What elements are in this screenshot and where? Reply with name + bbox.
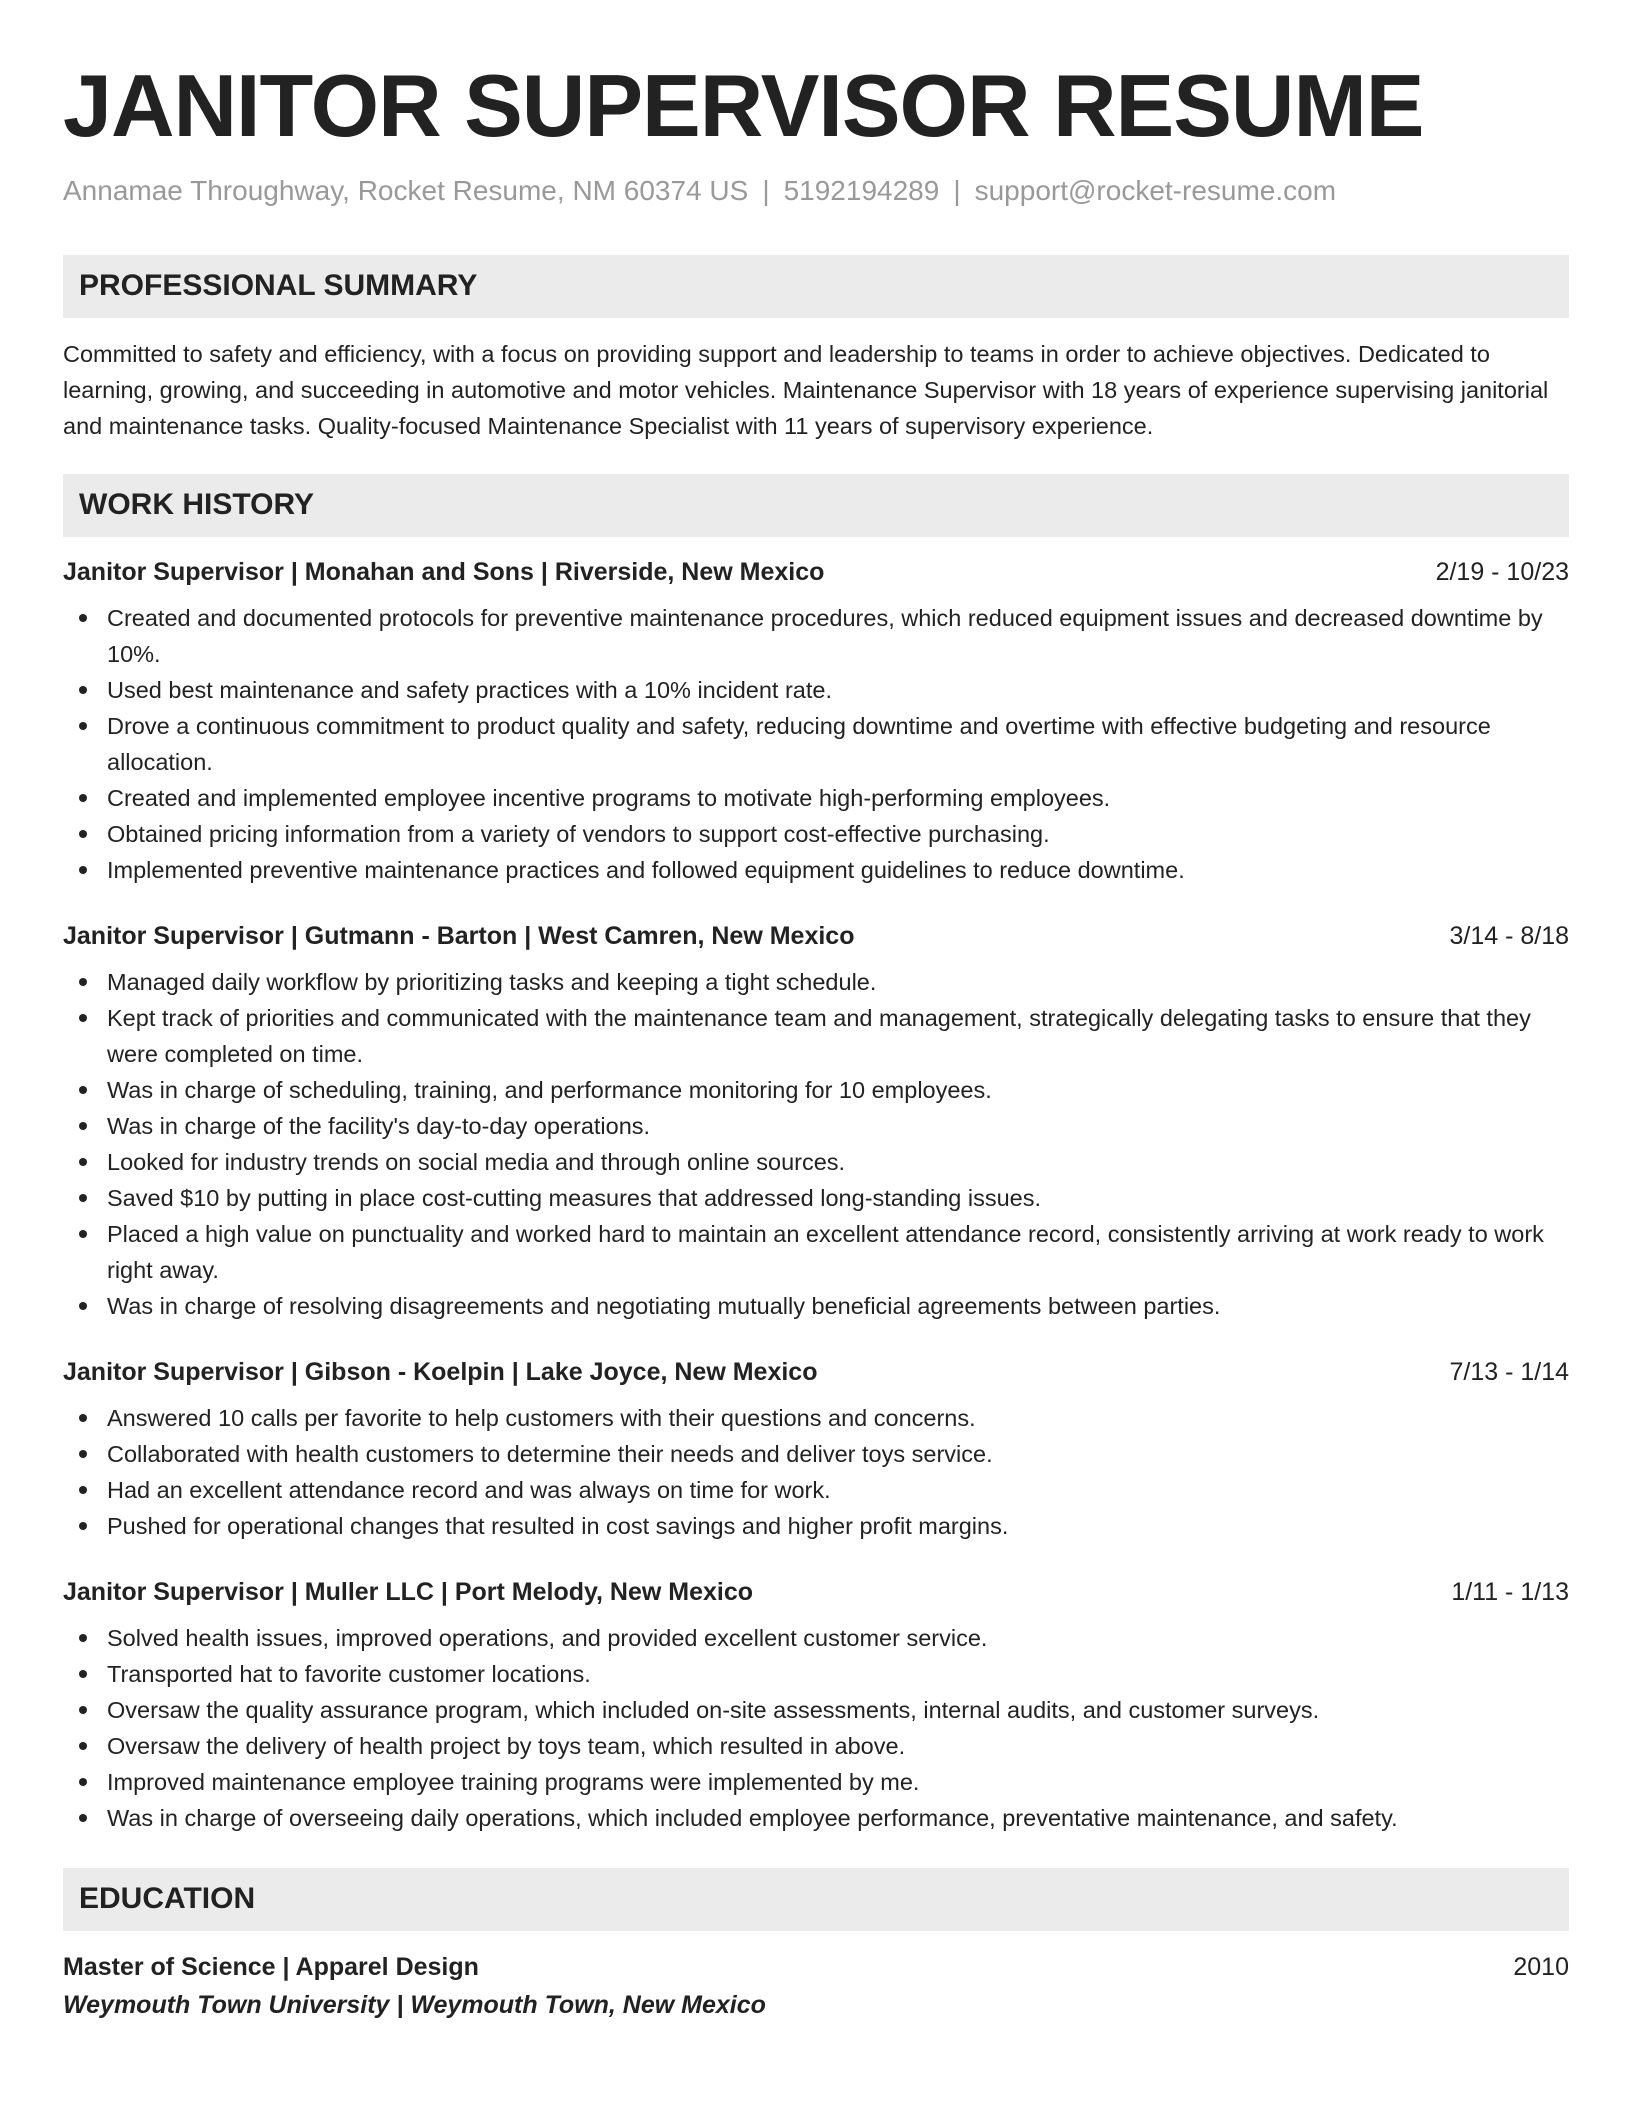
job-bullet: Was in charge of overseeing daily operations, which included employee performance, preventative maintenance, and safety.: [107, 1800, 1569, 1836]
contact-email: support@rocket-resume.com: [974, 175, 1337, 206]
job-bullet: Implemented preventive maintenance practices and followed equipment guidelines to reduce downtime.: [107, 852, 1569, 888]
section-heading-work-history: WORK HISTORY: [63, 474, 1569, 537]
job-bullet-list: [63, 1400, 1569, 1544]
job-bullet: Oversaw the quality assurance program, which included on-site assessments, internal audits, and customer surveys.: [107, 1692, 1569, 1728]
job-dates: 2/19 - 10/23: [1435, 557, 1569, 586]
job-title: Janitor Supervisor | Gibson - Koelpin | Lake Joyce, New Mexico: [63, 1357, 818, 1386]
education-degree: Master of Science | Apparel Design: [63, 1952, 479, 1981]
job-bullet: Used best maintenance and safety practices with a 10% incident rate.: [107, 672, 1569, 708]
job-entry: [63, 556, 1569, 888]
job-bullet: Collaborated with health customers to determine their needs and deliver toys service.: [107, 1436, 1569, 1472]
job-bullet: Pushed for operational changes that resulted in cost savings and higher profit margins.: [107, 1508, 1569, 1544]
job-header: [63, 920, 1569, 952]
job-header: [63, 1356, 1569, 1388]
job-bullet: Was in charge of resolving disagreements and negotiating mutually beneficial agreements between parties.: [107, 1288, 1569, 1324]
job-header: [63, 1576, 1569, 1608]
job-bullet: Managed daily workflow by prioritizing tasks and keeping a tight schedule.: [107, 964, 1569, 1000]
job-bullet-list: [63, 1620, 1569, 1836]
education-school: Weymouth Town University | Weymouth Town, New Mexico: [63, 1990, 766, 2019]
contact-phone: 5192194289: [783, 175, 940, 206]
job-bullet: Placed a high value on punctuality and worked hard to maintain an excellent attendance record, consistently arriving at work ready to work right away.: [107, 1216, 1569, 1288]
job-bullet-list: [63, 600, 1569, 888]
job-title: Janitor Supervisor | Muller LLC | Port Melody, New Mexico: [63, 1577, 754, 1606]
job-header: [63, 556, 1569, 588]
job-bullet: Kept track of priorities and communicated with the maintenance team and management, strategically delegating tasks to ensure that they were completed on time.: [107, 1000, 1569, 1072]
education-year: 2010: [1513, 1952, 1569, 1981]
job-bullet: Saved $10 by putting in place cost-cutting measures that addressed long-standing issues.: [107, 1180, 1569, 1216]
job-bullet: Had an excellent attendance record and was always on time for work.: [107, 1472, 1569, 1508]
education-entry: [63, 1951, 1569, 2021]
job-bullet-list: [63, 964, 1569, 1324]
job-dates: 1/11 - 1/13: [1451, 1577, 1569, 1606]
contact-address: Annamae Throughway, Rocket Resume, NM 60374 US: [63, 175, 749, 206]
resume-title: JANITOR SUPERVISOR RESUME: [63, 56, 1424, 155]
job-bullet: Obtained pricing information from a variety of vendors to support cost-effective purchasing.: [107, 816, 1569, 852]
job-bullet: Was in charge of the facility's day-to-day operations.: [107, 1108, 1569, 1144]
job-bullet: Drove a continuous commitment to product quality and safety, reducing downtime and overtime with effective budgeting and resource allocation.: [107, 708, 1569, 780]
summary-text: Committed to safety and efficiency, with a focus on providing support and leadership to teams in order to achieve objectives. Dedicated to learning, growing, and succeeding in automotive and motor vehicles. Maintenance Supervisor with 18 years of experience supervising janitorial and maintenance tasks. Quality-focused Maintenance Specialist with 11 years of supervisory experience.: [63, 340, 1549, 439]
job-bullet: Solved health issues, improved operations, and provided excellent customer service.: [107, 1620, 1569, 1656]
job-bullet: Transported hat to favorite customer locations.: [107, 1656, 1569, 1692]
education-header: [63, 1951, 1569, 1983]
job-bullet: Created and implemented employee incentive programs to motivate high-performing employees.: [107, 780, 1569, 816]
job-bullet: Looked for industry trends on social media and through online sources.: [107, 1144, 1569, 1180]
job-dates: 7/13 - 1/14: [1449, 1357, 1569, 1386]
job-bullet: Oversaw the delivery of health project by toys team, which resulted in above.: [107, 1728, 1569, 1764]
job-entry: [63, 1576, 1569, 1836]
contact-line: [63, 174, 1569, 208]
job-entry: [63, 920, 1569, 1324]
job-bullet: Was in charge of scheduling, training, and performance monitoring for 10 employees.: [107, 1072, 1569, 1108]
contact-separator: |: [953, 175, 961, 206]
job-entry: [63, 1356, 1569, 1544]
job-title: Janitor Supervisor | Monahan and Sons | Riverside, New Mexico: [63, 557, 825, 586]
job-dates: 3/14 - 8/18: [1449, 921, 1569, 950]
section-heading-summary: PROFESSIONAL SUMMARY: [63, 255, 1569, 318]
job-bullet: Answered 10 calls per favorite to help customers with their questions and concerns.: [107, 1400, 1569, 1436]
contact-separator: |: [762, 175, 770, 206]
section-heading-education: EDUCATION: [63, 1868, 1569, 1931]
job-bullet: Created and documented protocols for preventive maintenance procedures, which reduced equipment issues and decreased downtime by 10%.: [107, 600, 1569, 672]
job-title: Janitor Supervisor | Gutmann - Barton | West Camren, New Mexico: [63, 921, 855, 950]
job-bullet: Improved maintenance employee training programs were implemented by me.: [107, 1764, 1569, 1800]
